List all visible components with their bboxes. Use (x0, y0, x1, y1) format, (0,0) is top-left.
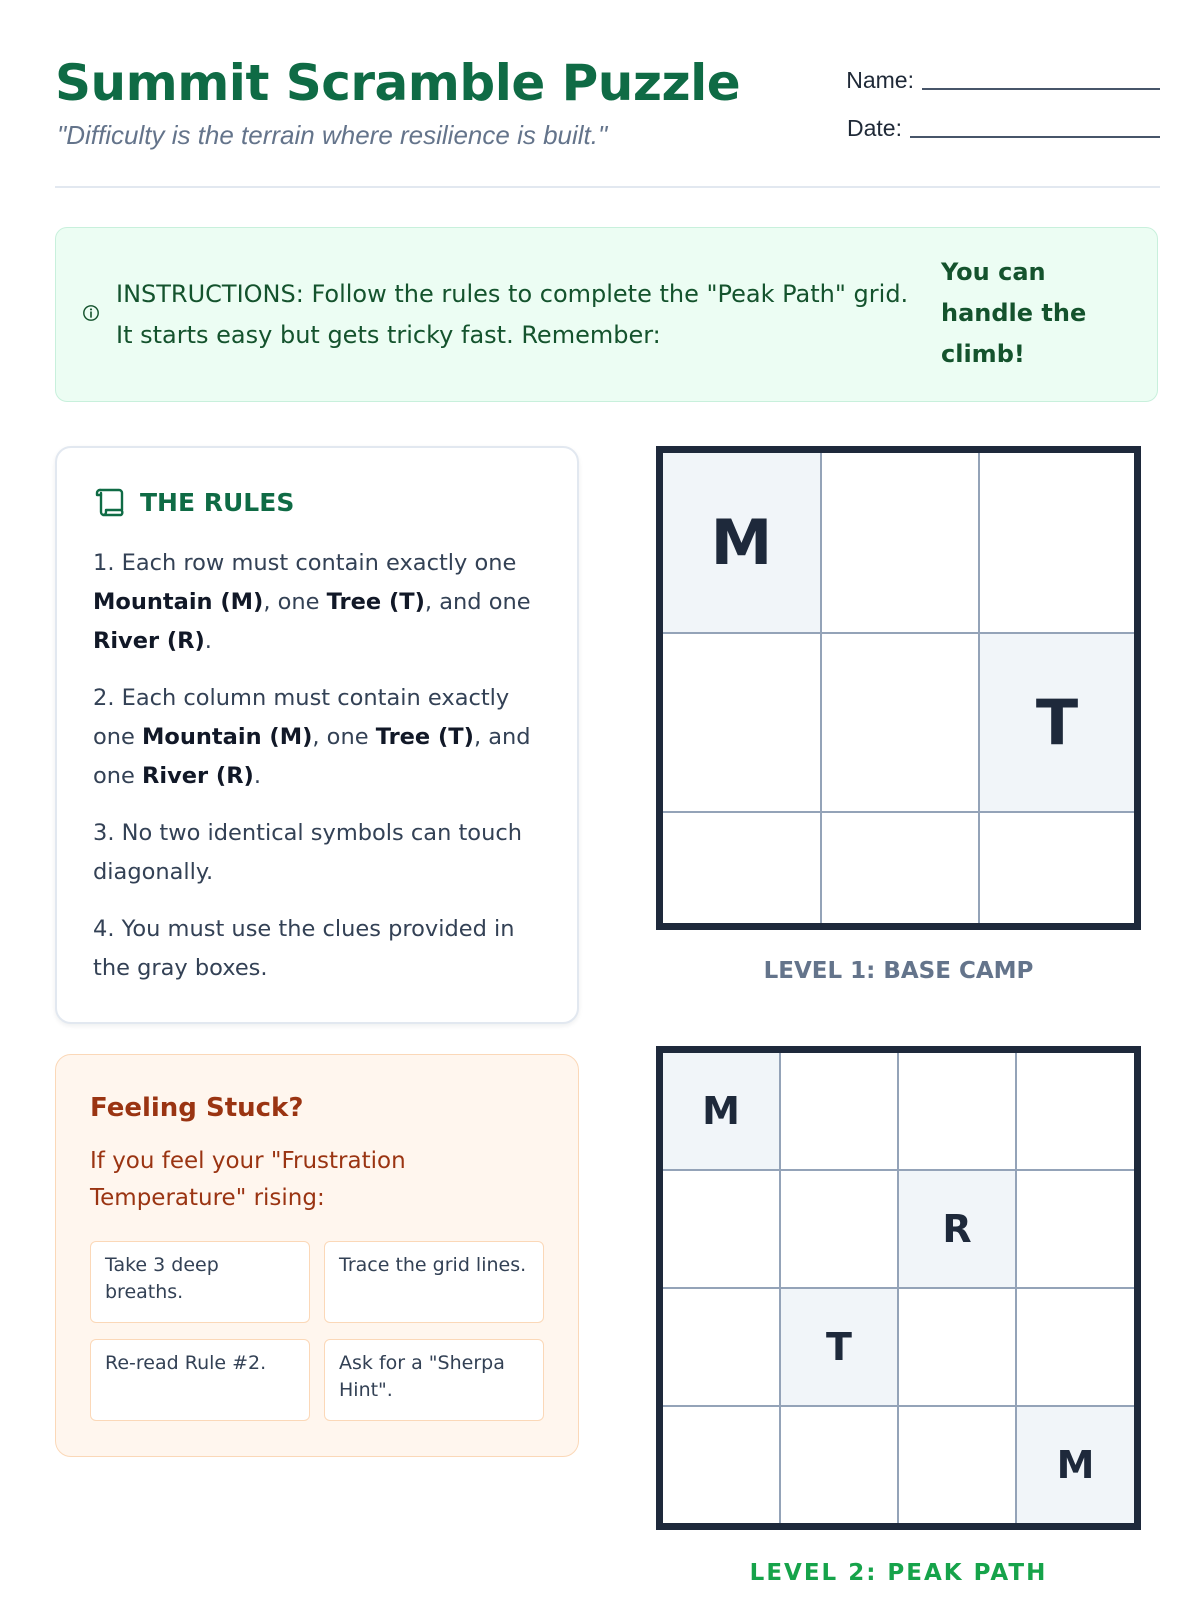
page-title: Summit Scramble Puzzle (55, 54, 741, 112)
rule-term-river: River (R) (93, 628, 205, 654)
grid-cell[interactable] (822, 453, 980, 634)
rule-text: No two identical symbols can touch diagonally. (93, 820, 522, 885)
grid-cell[interactable] (980, 813, 1134, 923)
rule-text: , one (312, 724, 376, 750)
rules-heading (92, 486, 294, 518)
grid-cell[interactable] (899, 1289, 1017, 1407)
tip-card-sherpa: Ask for a "Sherpa Hint". (324, 1339, 544, 1421)
rule-number: 1. (93, 550, 115, 576)
rule-term-tree: Tree (T) (326, 589, 425, 615)
rule-1 (93, 544, 543, 661)
rules-title: THE RULES (140, 487, 295, 517)
grid-cell[interactable] (781, 1171, 899, 1289)
rule-number: 2. (93, 685, 115, 711)
rule-text: Each row must contain exactly one (114, 550, 517, 576)
level-1-label: LEVEL 1: BASE CAMP (763, 958, 1034, 984)
grid-cell[interactable] (822, 634, 980, 813)
stuck-text: If you feel your "Frustration Temperature" rising: (90, 1148, 406, 1211)
stuck-title: Feeling Stuck? (90, 1093, 304, 1123)
grid-cell[interactable] (980, 453, 1134, 634)
grid-clue-cell: M (663, 453, 822, 634)
rules-card (55, 446, 579, 1024)
tip-card-trace: Trace the grid lines. (324, 1241, 544, 1323)
rule-number: 4. (93, 916, 115, 942)
info-icon (82, 304, 100, 322)
grid-cell[interactable] (663, 1289, 781, 1407)
level-2-label: LEVEL 2: PEAK PATH (749, 1560, 1048, 1586)
name-line[interactable] (922, 88, 1160, 90)
encouragement-text: You can handle the climb! (941, 258, 1087, 368)
worksheet-header (55, 50, 1160, 188)
rule-3 (93, 814, 543, 892)
tip-card-reread: Re-read Rule #2. (90, 1339, 310, 1421)
rule-term-tree: Tree (T) (375, 724, 474, 750)
instructions-text: INSTRUCTIONS: Follow the rules to complete the "Peak Path" grid. It starts easy but gets tricky fast. Remember: (116, 280, 909, 349)
rule-text: , one (263, 589, 327, 615)
rule-text: . (253, 763, 261, 789)
grid-cell[interactable] (1017, 1289, 1134, 1407)
level-2-grid (656, 1046, 1141, 1530)
rule-number: 3. (93, 820, 115, 846)
grid-cell[interactable] (663, 1171, 781, 1289)
grid-cell[interactable] (899, 1407, 1017, 1523)
feeling-stuck-card (55, 1054, 579, 1457)
rule-term-river: River (R) (142, 763, 254, 789)
rule-text: You must use the clues provided in the gray boxes. (93, 916, 515, 981)
scroll-icon (92, 486, 126, 518)
grid-cell[interactable] (822, 813, 980, 923)
rule-text: Each column must contain exactly one (93, 685, 510, 750)
grid-cell[interactable] (663, 634, 822, 813)
rule-text: . (204, 628, 212, 654)
rule-term-mountain: Mountain (M) (93, 589, 264, 615)
rule-4 (93, 910, 543, 988)
tip-card-breaths: Take 3 deep breaths. (90, 1241, 310, 1323)
rule-text: , and one (93, 724, 531, 789)
date-label: Date: (847, 115, 902, 141)
grid-clue-cell: R (899, 1171, 1017, 1289)
grid-cell[interactable] (1017, 1171, 1134, 1289)
grid-cell[interactable] (781, 1053, 899, 1171)
instructions-banner (55, 227, 1158, 402)
grid-clue-cell: M (1017, 1407, 1134, 1523)
grid-clue-cell: T (781, 1289, 899, 1407)
student-fields (830, 64, 1160, 160)
motivational-quote: "Difficulty is the terrain where resilience is built." (57, 120, 608, 150)
grid-cell[interactable] (663, 1407, 781, 1523)
rule-text: , and one (424, 589, 531, 615)
grid-cell[interactable] (663, 813, 822, 923)
grid-clue-cell: T (980, 634, 1134, 813)
rule-term-mountain: Mountain (M) (142, 724, 313, 750)
grid-cell[interactable] (899, 1053, 1017, 1171)
name-label: Name: (846, 67, 914, 93)
level-1-grid (656, 446, 1141, 930)
grid-cell[interactable] (1017, 1053, 1134, 1171)
rule-2 (93, 679, 543, 796)
grid-cell[interactable] (781, 1407, 899, 1523)
date-field[interactable] (830, 112, 1160, 142)
date-line[interactable] (910, 136, 1160, 138)
grid-clue-cell: M (663, 1053, 781, 1171)
name-field[interactable] (830, 64, 1160, 94)
